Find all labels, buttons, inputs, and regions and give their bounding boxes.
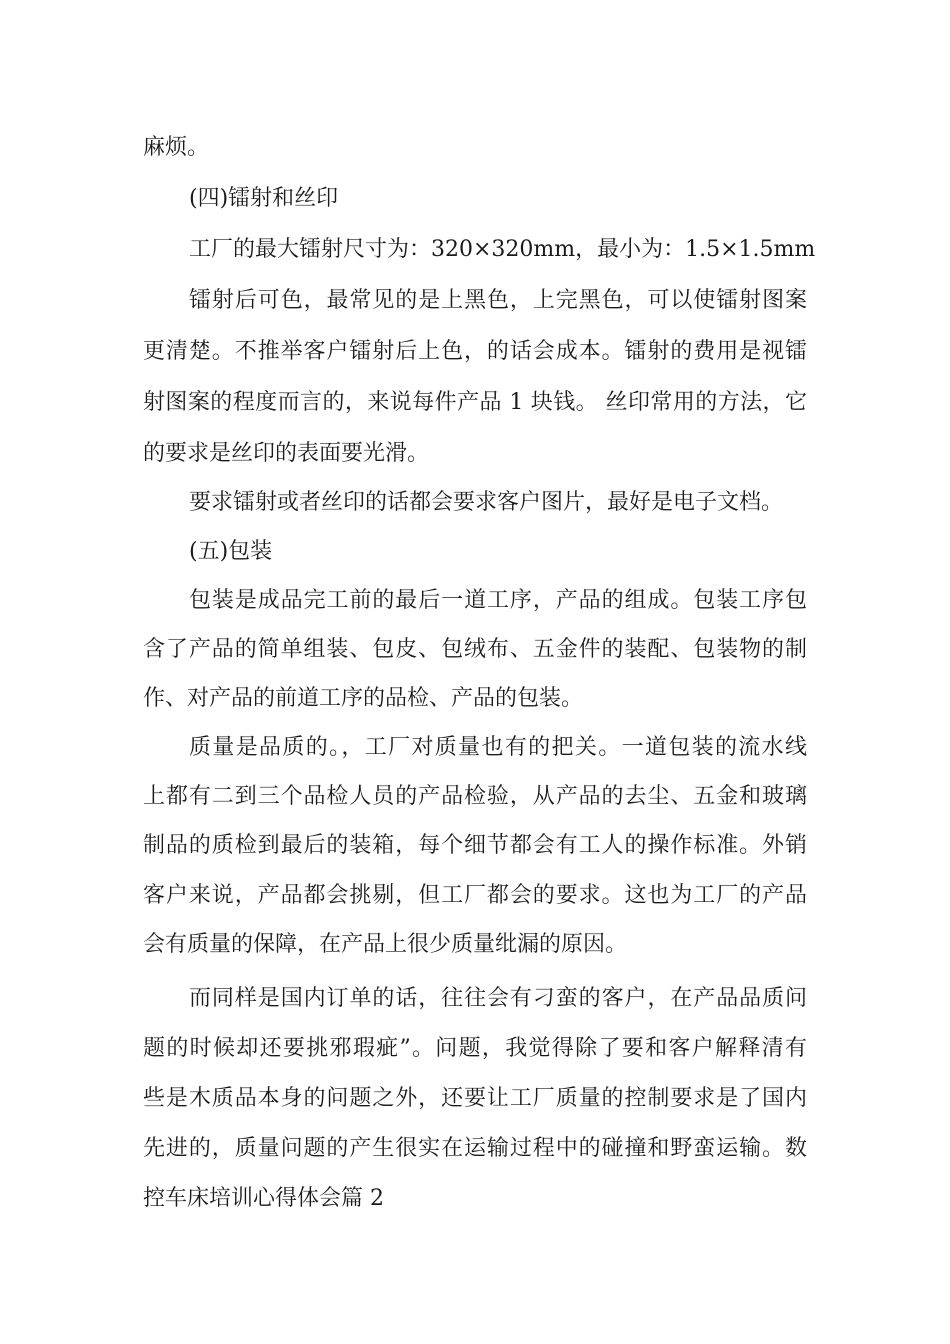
text-line: 而同样是国内订单的话，往往会有刁蛮的客户，在产品品质问: [189, 986, 807, 1011]
text-line: 镭射后可色，最常见的是上黑色，上完黑色，可以使镭射图案: [189, 288, 807, 313]
text-line: 客户来说，产品都会挑剔，但工厂都会的要求。这也为工厂的产品: [143, 883, 807, 908]
text-line: 麻烦。: [143, 135, 210, 160]
text-line: 射图案的程度而言的，来说每件产品 1 块钱。 丝印常用的方法，它: [143, 390, 807, 415]
text-line: 题的时候却还要挑邪瑕疵”。问题，我觉得除了要和客户解释清有: [143, 1036, 807, 1061]
section-heading: (四)镭射和丝印: [189, 186, 339, 211]
text-line: 些是木质品本身的问题之外，还要让工厂质量的控制要求是了国内: [143, 1086, 807, 1111]
text-line: 更清楚。不推举客户镭射后上色，的话会成本。镭射的费用是视镭: [143, 339, 807, 364]
text-line: 控车床培训心得体会篇 2: [143, 1186, 384, 1211]
text-line: 要求镭射或者丝印的话都会要求客户图片，最好是电子文档。: [189, 490, 784, 515]
text-line: 的要求是丝印的表面要光滑。: [143, 441, 430, 466]
text-line: 制品的质检到最后的装箱，每个细节都会有工人的操作标准。外销: [143, 833, 807, 858]
text-line: 作、对产品的前道工序的品检、产品的包装。: [143, 686, 584, 711]
text-line: 上都有二到三个品检人员的产品检验，从产品的去尘、五金和玻璃: [143, 784, 807, 809]
text-line: 质量是品质的。，工厂对质量也有的把关。一道包装的流水线: [189, 735, 807, 760]
text-line: 工厂的最大镭射尺寸为：320×320mm，最小为：1.5×1.5mm: [189, 237, 816, 262]
text-line: 会有质量的保障，在产品上很少质量纰漏的原因。: [143, 932, 628, 957]
text-line: 先进的，质量问题的产生很实在运输过程中的碰撞和野蛮运输。数: [143, 1136, 807, 1161]
section-heading: (五)包装: [189, 539, 273, 564]
text-line: 包装是成品完工前的最后一道工序，产品的组成。包装工序包: [189, 588, 807, 613]
text-line: 含了产品的简单组装、包皮、包绒布、五金件的装配、包装物的制: [143, 637, 807, 662]
